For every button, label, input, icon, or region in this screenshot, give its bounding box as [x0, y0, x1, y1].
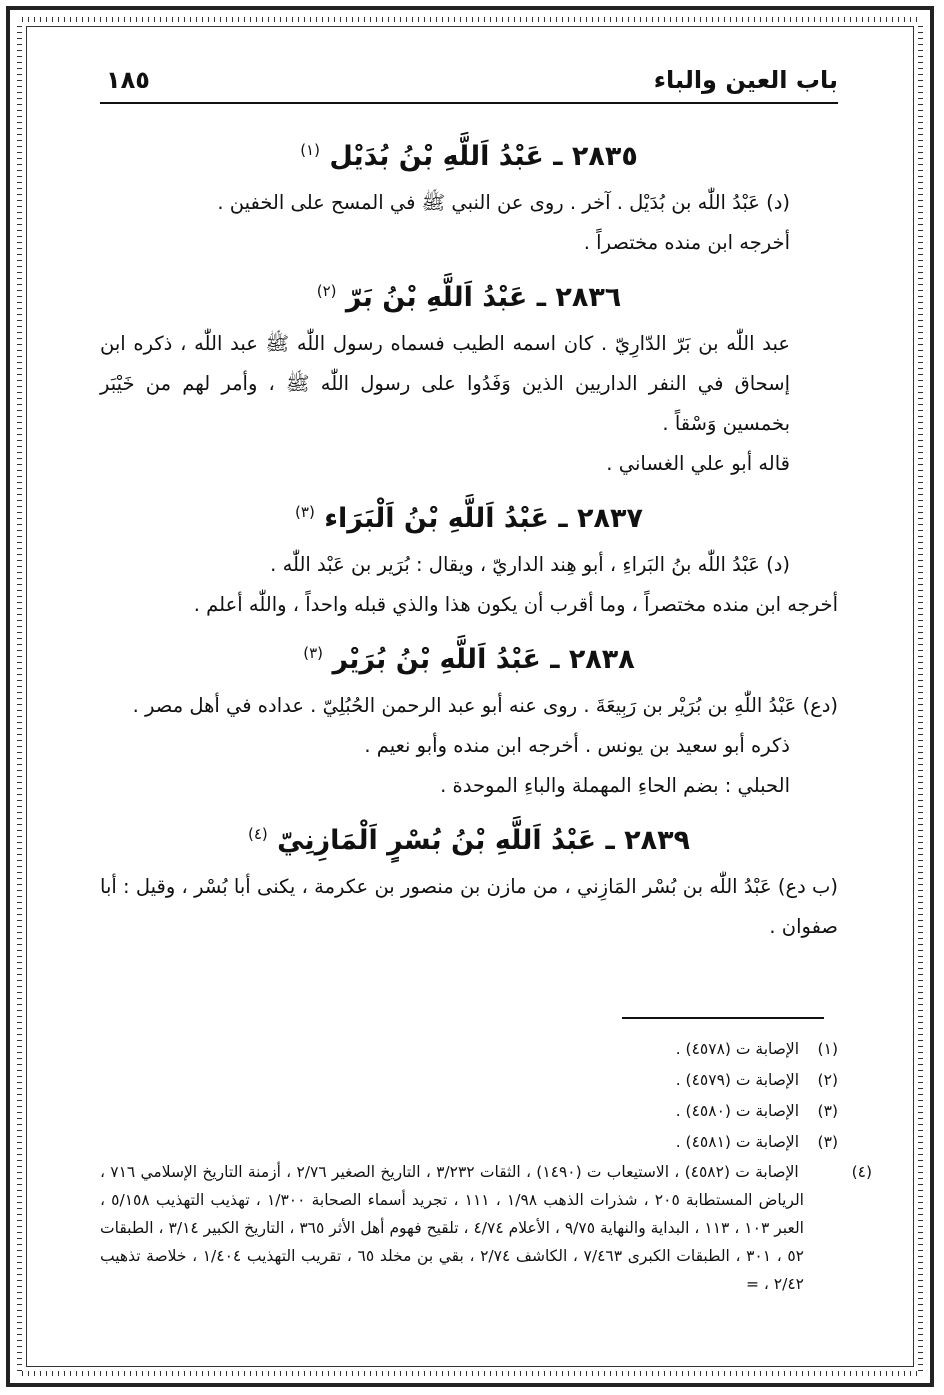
- page-header: [100, 62, 838, 104]
- entry-title: [100, 812, 838, 863]
- entry-paragraph: (د) عَبْدُ اللّٰه بنُ البَراءِ ، أبو هِند الداريّ ، ويقال : بُرَير بن عَبْد اللّٰه .: [270, 553, 790, 576]
- entry-title-text: ٢٨٣٨ ـ عَبْدُ اَللَّهِ بْنُ بُرَيْر: [332, 644, 635, 675]
- entry-paragraph: الحبلي : بضم الحاءِ المهملة والباءِ الموحدة .: [440, 774, 790, 797]
- entry-paragraph: قاله أبو علي الغساني .: [606, 452, 790, 475]
- border-ornament-right: [918, 22, 923, 1371]
- entry-paragraph: (دع) عَبْدُ اللّٰهِ بن بُرَيْر بن رَبِيعَةَ . روى عنه أبو عبد الرحمن الحُبُلِيّ . عداده في أهل مصر .: [132, 694, 838, 717]
- footnote-text: الإصابة ت (٤٥٧٩) .: [675, 1071, 800, 1089]
- entry-2836: [100, 269, 838, 484]
- main-text: [100, 122, 838, 947]
- footnote: [100, 1065, 838, 1096]
- entry-title: [100, 128, 838, 179]
- footnote: [100, 1158, 873, 1298]
- border-ornament-bottom: [22, 1371, 918, 1376]
- footnote-text: الإصابة ت (٤٥٨٢) ، الاستيعاب ت (١٤٩٠) ، الثقات ٣/٢٣٢ ، التاريخ الصغير ٢/٧٦ ، أزمنة التاريخ الإسلامي ٧١٦ ، الرياض المستطابة ٢٠٥ ، شذرات الذهب ١/٩٨ ، ١١١ ، تجريد أسماء الصحابة ١/٣٠٠ ، تهذيب التهذيب ٥/١٥٨ ، العبر ١٠٣ ، ١١٣ ، البداية والنهاية ٩/٧٥ ، الأعلام ٤/٧٤ ، تلقيح فهوم أهل الأثر ٣٦٥ ، التاريخ الكبير ٣/١٤ ، الطبقات ٥٢ ، ٣٠١ ، الطبقات الكبرى ٧/٤٦٣ ، الكاشف ٢/٧٤ ، بقي بن مخلد ٦٥ ، تقريب التهذيب ١/٤٠٤ ، خلاصة تذهيب ٢/٤٢ ، =: [100, 1163, 805, 1293]
- footnote-number: (٢): [817, 1071, 838, 1089]
- entry-title: [100, 631, 838, 682]
- footnote-ref: (٢): [316, 282, 337, 300]
- footnote-divider: [622, 1017, 824, 1019]
- entry-2838: [100, 631, 838, 806]
- footnote: [100, 1034, 838, 1065]
- entry-title-text: ٢٨٣٩ ـ عَبْدُ اَللَّهِ بْنُ بُسْرٍ اَلْمَازِنِيّ: [277, 825, 691, 856]
- footnote-text: الإصابة ت (٤٥٨٠) .: [675, 1102, 800, 1120]
- footnote-number: (٤): [851, 1163, 873, 1181]
- footnote: [100, 1096, 838, 1127]
- border-ornament-top: [22, 17, 918, 22]
- page-number: ١٨٥: [106, 66, 150, 94]
- entry-title-text: ٢٨٣٧ ـ عَبْدُ اَللَّهِ بْنُ اَلْبَرَاء: [324, 503, 643, 534]
- entry-title-text: ٢٨٣٥ ـ عَبْدُ اَللَّهِ بْنُ بُدَيْل: [329, 141, 638, 172]
- footnote-ref: (٤): [247, 825, 268, 843]
- footnote-number: (١): [817, 1040, 838, 1058]
- footnote-ref: (٣): [295, 503, 315, 521]
- entry-title: [100, 490, 838, 541]
- border-ornament-left: [17, 22, 22, 1371]
- footnote-number: (٣): [817, 1102, 838, 1120]
- entry-paragraph: عبد اللّٰه بن بَرّ الدّارِيّ . كان اسمه الطيب فسماه رسول اللّٰه ﷺ عبد اللّٰه ، ذكره ابن إسحاق في النفر الداريين الذين وَفَدُوا على رسول اللّٰه ﷺ ، وأمر لهم من خَيْبَر بخمسين وَسْقاً .: [100, 332, 790, 435]
- running-head: باب العين والباء: [653, 66, 838, 94]
- entry-title-text: ٢٨٣٦ ـ عَبْدُ اَللَّهِ بْنُ بَرّ: [345, 282, 622, 313]
- footnote: [100, 1127, 838, 1158]
- footnote-ref: (١): [300, 141, 320, 159]
- entry-2839: [100, 812, 838, 947]
- footnote-number: (٣): [817, 1133, 838, 1151]
- entry-paragraph: (ب دع) عَبْدُ اللّٰه بن بُسْر المَازِني ، من مازن بن منصور بن عكرمة ، يكنى أبا بُسْر ، وقيل : أبا صفوان .: [100, 875, 838, 938]
- entry-paragraph: ذكره أبو سعيد بن يونس . أخرجه ابن منده وأبو نعيم .: [364, 734, 790, 757]
- entry-title: [100, 269, 838, 320]
- entry-paragraph: (د) عَبْدُ اللّٰه بن بُدَيْل . آخر . روى عن النبي ﷺ في المسح على الخفين .: [217, 191, 790, 214]
- entry-2837: [100, 490, 838, 625]
- footnote-text: الإصابة ت (٤٥٨١) .: [675, 1133, 800, 1151]
- entry-2835: [100, 128, 838, 263]
- entry-paragraph: أخرجه ابن منده مختصراً .: [583, 231, 790, 254]
- entry-paragraph: أخرجه ابن منده مختصراً ، وما أقرب أن يكون هذا والذي قبله واحداً ، واللّٰه أعلم .: [193, 593, 838, 616]
- footnote-text: الإصابة ت (٤٥٧٨) .: [675, 1040, 800, 1058]
- footnotes: [100, 1034, 873, 1298]
- footnote-ref: (٣): [303, 644, 324, 662]
